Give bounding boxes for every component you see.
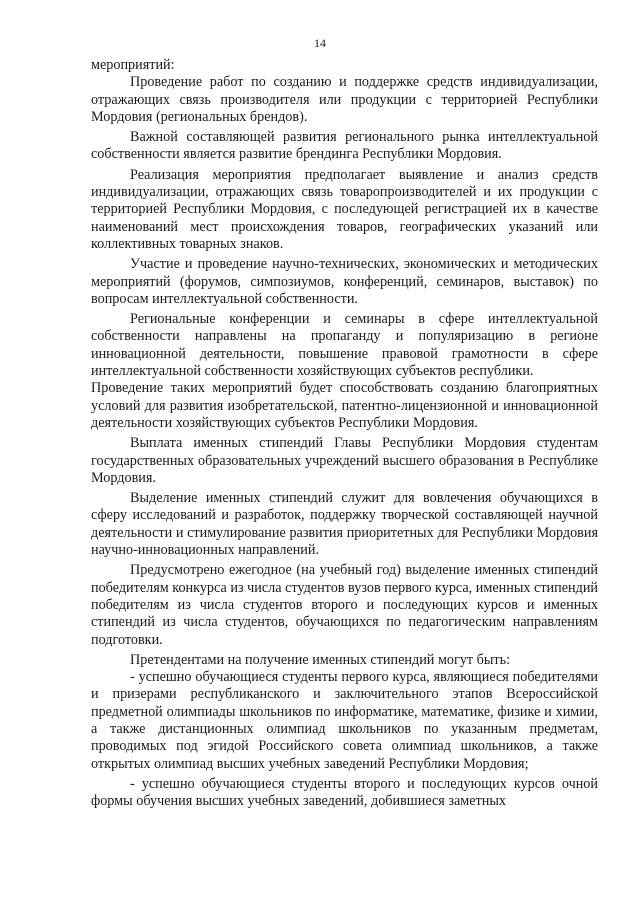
paragraph: Претендентами на получение именных стипендий могут быть: xyxy=(130,651,511,668)
list-item: - успешно обучающиеся студенты первого курса, являющиеся победителями и призерами республиканского и заключительного этапов Всероссийской предметной олимпиады школьников по информатике, математике, физике и химии, а также дистанционных олимпиад школьников по указанным предметам, проводимых под эгидой Российского совета олимпиад школьников, а также открытых олимпиад высших учебных заведений Республики Мордовия; xyxy=(91,669,598,772)
paragraph: Выделение именных стипендий служит для вовлечения обучающихся в сферу исследований и разработок, поддержку творческой составляющей научной деятельности и стимулирование развития приоритетных для Республики Мордовия научно-инновационных направлений. xyxy=(91,490,598,559)
paragraph: Проведение работ по созданию и поддержке средств индивидуализации, отражающих связь производителя или продукции с территорией Республики Мордовия (региональных брендов). xyxy=(91,74,598,125)
document-body xyxy=(91,57,598,810)
paragraph: Проведение таких мероприятий будет способствовать созданию благоприятных условий для развития изобретательской, патентно-лицензионной и инновационной деятельности хозяйствующих субъектов Республики Мордовия. xyxy=(91,380,598,431)
list-item: - успешно обучающиеся студенты второго и последующих курсов очной формы обучения высших учебных заведений, добившиеся заметных xyxy=(91,775,598,810)
paragraph: Региональные конференции и семинары в сфере интеллектуальной собственности направлены на пропаганду и популяризацию в регионе инновационной деятельности, повышение правовой грамотности в сфере интеллектуальной собственности хозяйствующих субъектов республики. xyxy=(91,311,598,380)
paragraph: мероприятий: xyxy=(91,57,175,73)
paragraph: Участие и проведение научно-технических, экономических и методических мероприятий (форумов, симпозиумов, конференций, семинаров, выставок) по вопросам интеллектуальной собственности. xyxy=(91,256,598,307)
paragraph: Важной составляющей развития регионального рынка интеллектуальной собственности является развитие брендинга Республики Мордовия. xyxy=(91,129,598,163)
page-number: 14 xyxy=(314,36,326,50)
paragraph: Реализация мероприятия предполагает выявление и анализ средств индивидуализации, отражающих связь товаропроизводителей и их продукции с территорией Республики Мордовия, с последующей регистрацией их в качестве наименований мест происхождения товаров, географических указаний или коллективных товарных знаков. xyxy=(91,166,598,252)
paragraph: Предусмотрено ежегодное (на учебный год) выделение именных стипендий победителям конкурса из числа студентов вузов первого курса, именных стипендий победителям из числа студентов второго и последующих курсов и именных стипендий из числа студентов, обучающихся по педагогическим направлениям подготовки. xyxy=(91,562,598,648)
paragraph: Выплата именных стипендий Главы Республики Мордовия студентам государственных образовательных учреждений высшего образования в Республике Мордовия. xyxy=(91,435,598,486)
